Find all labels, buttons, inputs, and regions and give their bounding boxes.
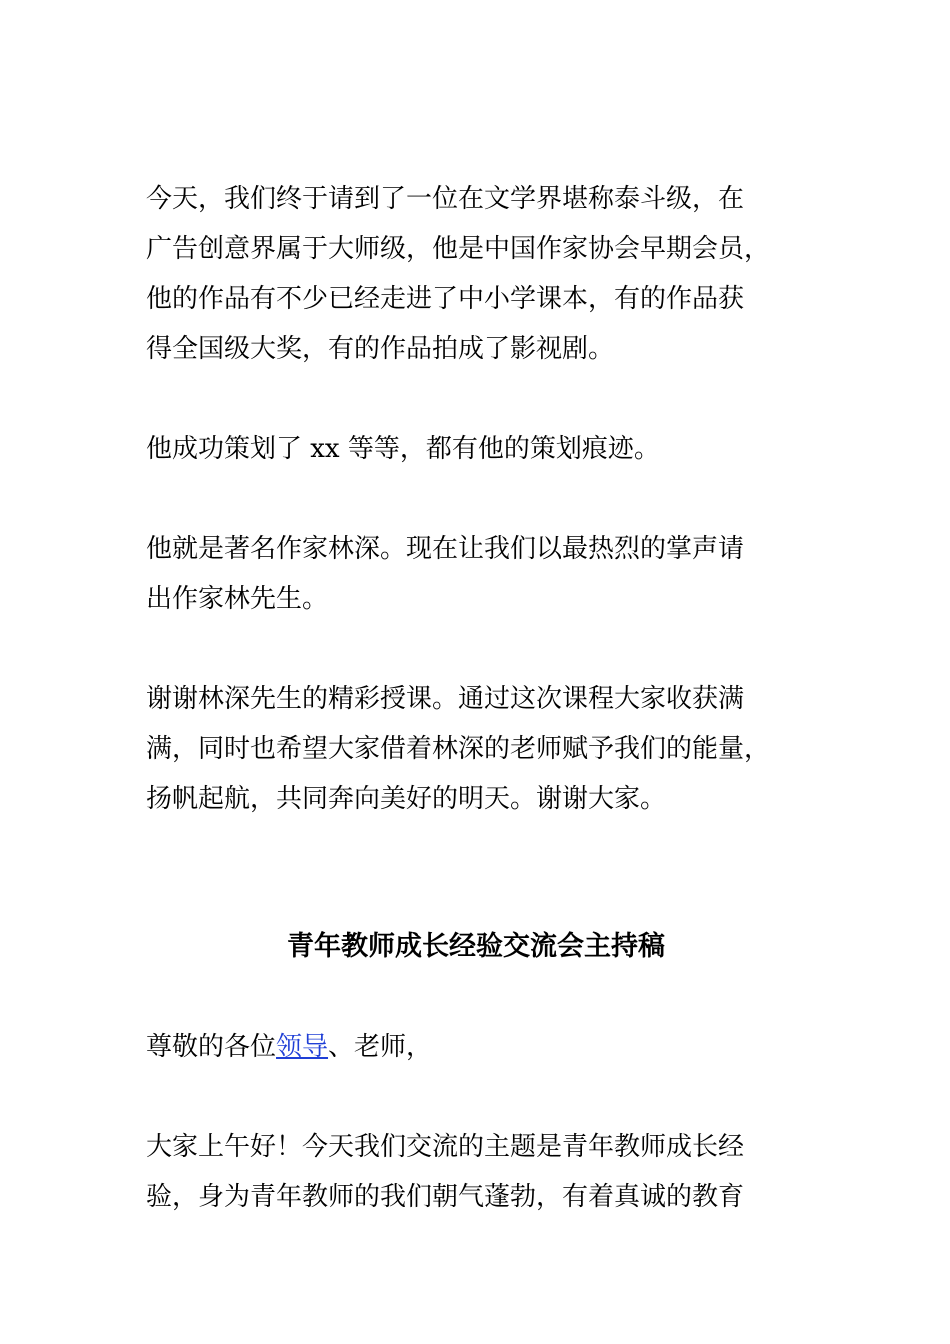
text-line: 扬帆起航，共同奔向美好的明天。谢谢大家。 [146,784,667,814]
text-line: 他成功策划了 xx 等等，都有他的策划痕迹。 [146,434,660,464]
text-line: 验，身为青年教师的我们朝气蓬勃，有着真诚的教育 [146,1182,745,1212]
section-title: 青年教师成长经验交流会主持稿 [287,931,665,962]
greeting-text [146,1022,826,1072]
text-line: 满，同时也希望大家借着林深的老师赋予我们的能量， [146,734,771,764]
paragraph-planning [146,424,826,474]
paragraph-welcome [146,524,826,624]
text-line: 今天，我们终于请到了一位在文学界堪称泰斗级，在 [146,184,745,214]
paragraph-introduction-guest [146,174,826,374]
text-line: 广告创意界属于大师级，他是中国作家协会早期会员， [146,234,771,264]
paragraph-opening [146,1122,826,1222]
text-line: 出作家林先生。 [146,584,329,614]
text-line: 他的作品有不少已经走进了中小学课本，有的作品获 [146,284,745,314]
greeting-line [146,1022,826,1072]
leaders-link[interactable]: 领导 [276,1032,329,1062]
text-line: 谢谢林深先生的精彩授课。通过这次课程大家收获满 [146,684,745,714]
paragraph-thanks [146,674,826,824]
text-line: 大家上午好！今天我们交流的主题是青年教师成长经 [146,1132,745,1162]
greeting-prefix: 尊敬的各位 [146,1032,277,1062]
text-line: 他就是著名作家林深。现在让我们以最热烈的掌声请 [146,534,745,564]
greeting-suffix: 、老师， [328,1032,433,1062]
text-line: 得全国级大奖，有的作品拍成了影视剧。 [146,334,615,364]
